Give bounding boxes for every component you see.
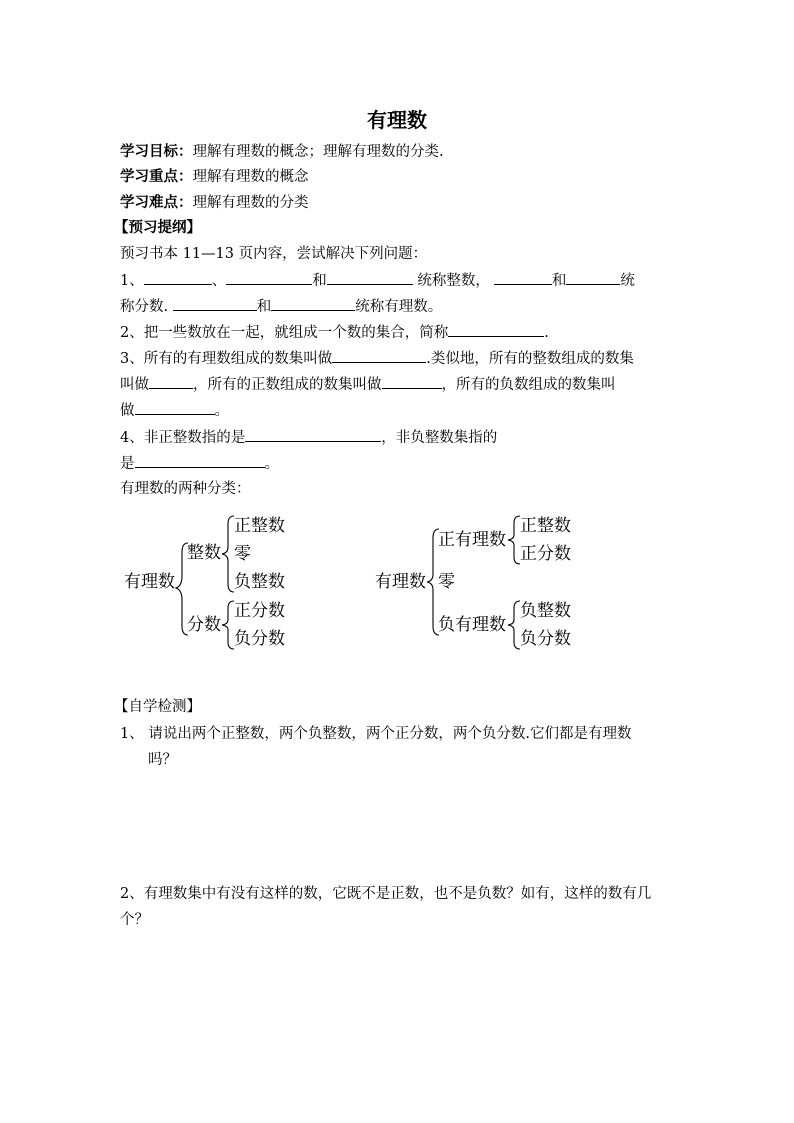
preview-q4-line1	[120, 427, 497, 448]
q3-text-3: 叫做	[120, 377, 149, 393]
tree1-integer: 整数	[187, 543, 221, 563]
preview-q4-line2	[120, 453, 279, 474]
q4-text-1: 4、非正整数指的是	[120, 430, 246, 446]
answer-blank[interactable]	[332, 348, 426, 363]
preview-q2	[120, 322, 549, 343]
answer-blank[interactable]	[135, 453, 265, 468]
learning-goal	[120, 142, 444, 162]
tree2-negative-fraction: 负分数	[520, 629, 571, 649]
tree2-positive-rational: 正有理数	[438, 530, 506, 550]
tree2-negative-rational: 负有理数	[438, 615, 506, 635]
q2-text: 2、把一些数放在一起，就组成一个数的集合，简称	[120, 325, 449, 341]
answer-blank[interactable]	[144, 270, 212, 285]
q1-fraction-text: 称分数.	[120, 299, 173, 315]
self-check-q1-line2: 吗？	[148, 752, 177, 768]
answer-blank[interactable]	[271, 296, 355, 311]
q1-tong: 统	[620, 273, 635, 289]
q3-text-2: .类似地，所有的整数组成的数集	[426, 351, 634, 367]
preview-q3-line3	[120, 400, 229, 421]
preview-q3-line2	[120, 374, 616, 395]
answer-blank[interactable]	[494, 270, 552, 285]
tree1-fraction: 分数	[187, 615, 221, 635]
tree1-positive-fraction: 正分数	[234, 601, 285, 621]
answer-blank[interactable]	[135, 400, 215, 415]
learning-goal-text: 理解有理数的概念；理解有理数的分类.	[192, 144, 444, 160]
q2-end: .	[544, 325, 549, 341]
preview-q1-line2	[120, 296, 442, 317]
learning-focus-label: 学习重点：	[120, 168, 193, 185]
self-check-q1-line1: 1、 请说出两个正整数，两个负整数，两个正分数，两个负分数.它们都是有理数	[120, 726, 632, 742]
self-check-q2-line2: 个？	[120, 912, 149, 928]
answer-blank[interactable]	[566, 270, 620, 285]
answer-blank[interactable]	[327, 270, 413, 285]
q1-number: 1、	[120, 273, 144, 289]
preview-heading: 【预习提纲】	[114, 219, 201, 236]
learning-difficulty-text: 理解有理数的分类	[192, 195, 309, 211]
tree2-positive-fraction: 正分数	[520, 544, 571, 564]
q3-text-4: ，所有的正数组成的数集叫做	[193, 377, 382, 393]
q1-rational-text: 统称有理数。	[355, 299, 443, 315]
answer-blank[interactable]	[382, 374, 442, 389]
tree2-positive-integer: 正整数	[520, 516, 571, 536]
tree1-negative-integer: 负整数	[234, 572, 285, 592]
q1-sep: 、	[211, 273, 227, 289]
q3-end: 。	[214, 403, 229, 419]
preview-intro: 预习书本 11—13 页内容，尝试解决下列问题：	[120, 246, 428, 262]
learning-difficulty	[120, 193, 309, 213]
learning-focus-text: 理解有理数的概念	[192, 169, 309, 185]
q1-and-2: 和	[551, 273, 567, 289]
q4-text-2: ，非负整数集指的	[381, 430, 498, 446]
tree1-positive-integer: 正整数	[234, 516, 285, 536]
q1-and-3: 和	[256, 299, 272, 315]
answer-blank[interactable]	[173, 296, 257, 311]
q1-and: 和	[312, 273, 327, 289]
learning-difficulty-label: 学习难点：	[120, 194, 193, 211]
preview-q3-line1	[120, 348, 634, 369]
q4-end: 。	[264, 456, 279, 472]
self-check-heading: 【自学检测】	[114, 699, 201, 715]
answer-blank[interactable]	[245, 427, 381, 442]
q4-text-3: 是	[120, 456, 135, 472]
tree1-zero: 零	[234, 544, 251, 564]
q3-text-1: 3、所有的有理数组成的数集叫做	[120, 351, 333, 367]
tree2-negative-integer: 负整数	[520, 601, 571, 621]
answer-blank[interactable]	[149, 374, 193, 389]
q3-text-5: ，所有的负数组成的数集叫	[441, 377, 616, 393]
answer-blank[interactable]	[226, 270, 312, 285]
tree2-zero: 零	[438, 572, 455, 592]
answer-blank[interactable]	[448, 322, 544, 337]
q1-integer-text: 统称整数，	[412, 273, 490, 289]
preview-q1-line1	[120, 270, 635, 291]
page-title: 有理数	[367, 108, 427, 132]
learning-focus	[120, 167, 309, 187]
tree2-root: 有理数	[375, 572, 426, 592]
tree1-root: 有理数	[124, 572, 175, 592]
learning-goal-label: 学习目标：	[120, 143, 193, 160]
self-check-q2-line1: 2、有理数集中有没有这样的数，它既不是正数，也不是负数？如有，这样的数有几	[120, 886, 652, 902]
q3-text-6: 做	[120, 403, 135, 419]
tree1-negative-fraction: 负分数	[234, 629, 285, 649]
classification-heading: 有理数的两种分类：	[120, 481, 251, 497]
